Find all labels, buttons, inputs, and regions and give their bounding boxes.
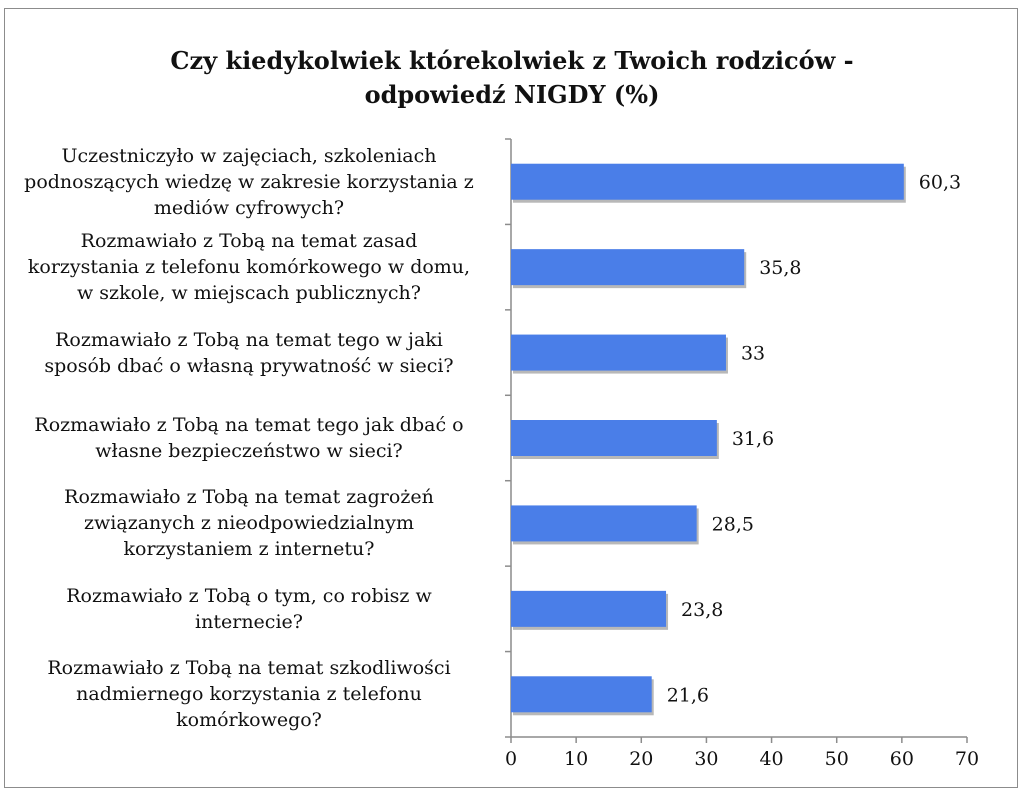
category-label-line: własne bezpieczeństwo w sieci? — [95, 440, 403, 462]
category-label-line: korzystania z telefonu komórkowego w domu, — [27, 256, 471, 279]
chart-title-line-1: Czy kiedykolwiek którekolwiek z Twoich rodziców - — [170, 46, 854, 75]
x-tick-label: 60 — [889, 748, 914, 770]
category-label-line: korzystaniem z internetu? — [123, 538, 375, 561]
category-label-line: podnoszących wiedzę w zakresie korzystania z — [24, 170, 474, 193]
category-label-line: Rozmawiało z Tobą o tym, co robisz w — [66, 584, 432, 607]
x-tick-label: 30 — [694, 748, 719, 770]
x-tick-label: 50 — [824, 748, 849, 770]
x-tick-label: 0 — [504, 748, 518, 770]
x-tick-label: 40 — [759, 748, 784, 770]
category-label-line: Rozmawiało z Tobą na temat szkodliwości — [47, 657, 451, 680]
x-tick-label: 10 — [564, 748, 589, 770]
bar — [511, 335, 726, 371]
category-label-line: Rozmawiało z Tobą na temat zagrożeń — [64, 486, 434, 509]
chart-title-line-2: odpowiedź NIGDY (%) — [364, 80, 660, 109]
bar — [511, 420, 717, 456]
bar — [511, 505, 697, 541]
category-label-line: w szkole, w miejscach publicznych? — [77, 282, 421, 305]
data-label: 35,8 — [759, 257, 802, 280]
data-label: 33 — [740, 342, 766, 365]
category-label-line: internecie? — [195, 610, 303, 633]
bar — [511, 676, 652, 712]
x-tick-label: 20 — [629, 748, 654, 770]
data-label: 28,5 — [711, 513, 754, 536]
data-label: 60,3 — [918, 171, 962, 194]
data-label: 21,6 — [666, 684, 710, 707]
category-label-line: Rozmawiało z Tobą na temat zasad — [80, 230, 418, 253]
data-label: 31,6 — [731, 428, 775, 450]
x-tick-label: 70 — [954, 748, 980, 770]
category-label-line: komórkowego? — [176, 709, 322, 732]
category-label-line: związanych z nieodpowiedzialnym — [84, 512, 414, 535]
bar — [511, 164, 904, 200]
category-label-line: Uczestniczyło w zajęciach, szkoleniach — [61, 144, 437, 167]
category-label-line: sposób dbać o własną prywatność w sieci? — [44, 354, 454, 377]
category-label-line: mediów cyfrowych? — [153, 196, 345, 219]
bar — [511, 591, 666, 627]
category-label-line: Rozmawiało z Tobą na temat tego w jaki — [55, 328, 443, 351]
data-label: 23,8 — [681, 598, 724, 621]
category-label-line: Rozmawiało z Tobą na temat tego jak dbać o — [34, 414, 464, 436]
category-label-line: nadmiernego korzystania z telefonu — [76, 683, 422, 706]
bar — [511, 249, 744, 285]
